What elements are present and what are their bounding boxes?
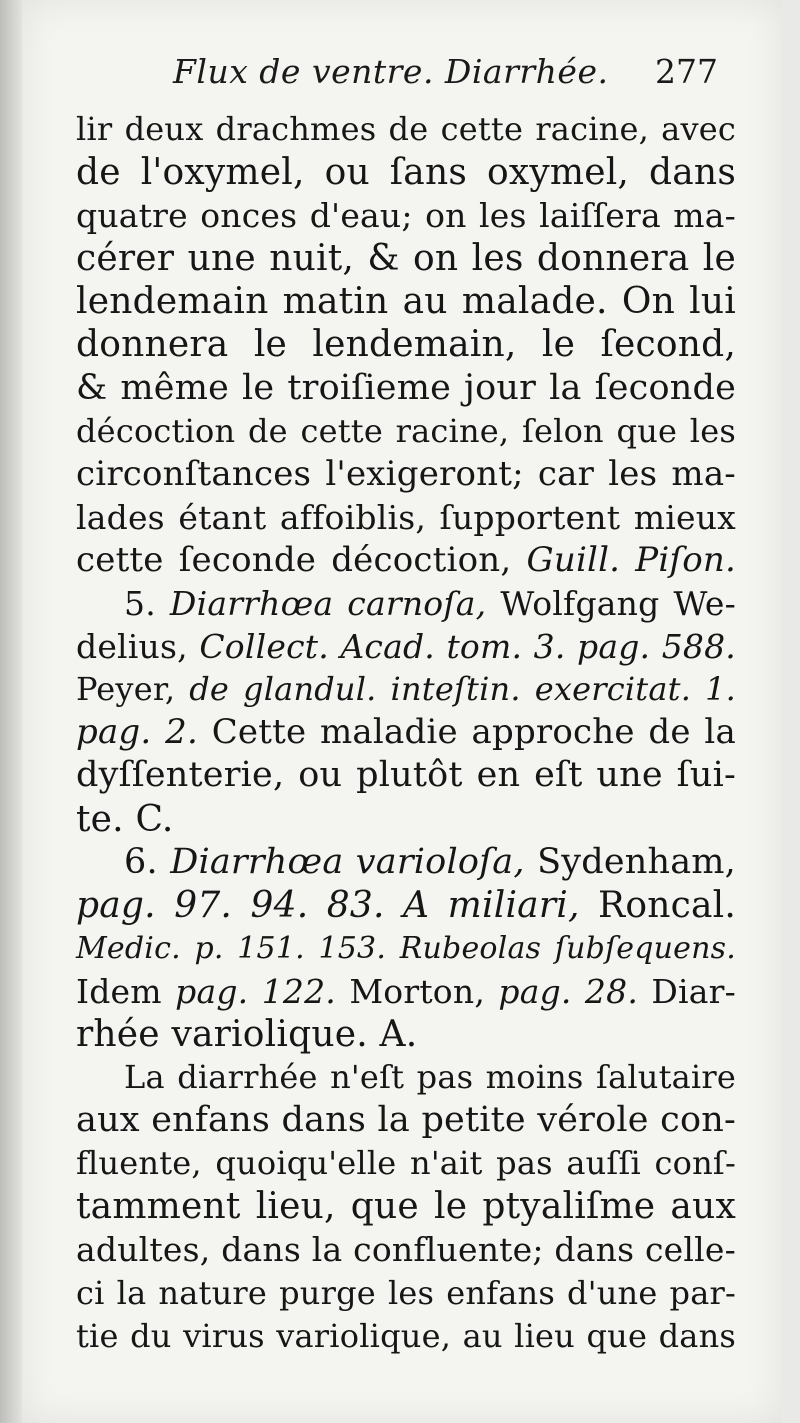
text-line-20: Medic. p. 151. 153. Rubeolas ſubſequens. xyxy=(76,930,736,966)
text-line-14: Peyer, de glandul. inteſtin. exercitat. 1. xyxy=(76,670,737,709)
text-line-15: pag. 2. Cette maladie approche de la xyxy=(76,712,736,753)
page-header xyxy=(173,52,733,102)
text-line-1: lir deux drachmes de cette racine, avec xyxy=(76,110,736,148)
text-line-6: donnera le lendemain, le ſecond, xyxy=(76,324,736,366)
running-head: Flux de ventre. Diarrhée. xyxy=(173,52,609,91)
text-line-27: adultes, dans la confluente; dans celle- xyxy=(76,1230,736,1270)
page-number: 277 xyxy=(655,52,718,91)
text-line-25: fluente, quoiqu'elle n'ait pas auſſi conſ- xyxy=(76,1144,736,1183)
text-line-18: 6. Diarrhœa varioloſa, Sydenham, xyxy=(124,841,736,882)
text-line-2: de l'oxymel, ou ſans oxymel, dans xyxy=(76,152,736,194)
text-line-26: tamment lieu, que le ptyaliſme aux xyxy=(76,1186,736,1228)
text-line-12: 5. Diarrhœa carnoſa, Wolfgang We- xyxy=(124,584,736,624)
text-line-4: cérer une nuit, & on les donnera le xyxy=(76,238,736,280)
text-line-11: cette ſeconde décoction, Guill. Piſon. xyxy=(76,539,736,580)
text-line-24: aux enfans dans la petite vérole con- xyxy=(76,1100,736,1141)
text-line-29: tie du virus variolique, au lieu que dans xyxy=(76,1316,736,1355)
text-line-28: ci la nature purge les enfans d'une par- xyxy=(76,1273,736,1312)
text-line-9: circonſtances l'exigeront; car les ma- xyxy=(76,453,736,494)
text-line-22: rhée variolique. A. xyxy=(76,1013,418,1055)
text-line-10: lades étant affoiblis, ſupportent mieux xyxy=(76,497,736,537)
body-text xyxy=(76,108,736,1358)
page-gutter-shadow xyxy=(0,0,22,1423)
text-line-19: pag. 97. 94. 83. A miliari, Roncal. xyxy=(76,884,736,926)
text-line-21: Idem pag. 122. Morton, pag. 28. Diar- xyxy=(76,971,736,1011)
text-line-13: delius, Collect. Acad. tom. 3. pag. 588. xyxy=(76,627,736,667)
text-line-16: dyſſenterie, ou plutôt en eſt une ſui- xyxy=(76,755,736,796)
text-line-23: La diarrhée n'eſt pas moins ſalutaire xyxy=(124,1058,736,1097)
text-line-7: & même le troiſieme jour la ſeconde xyxy=(76,367,736,408)
text-line-17: te. C. xyxy=(76,798,174,840)
text-line-3: quatre onces d'eau; on les laiſſera ma- xyxy=(76,196,736,236)
text-line-5: lendemain matin au malade. On lui xyxy=(76,281,736,323)
text-line-8: décoction de cette racine, ſelon que les xyxy=(76,411,736,450)
